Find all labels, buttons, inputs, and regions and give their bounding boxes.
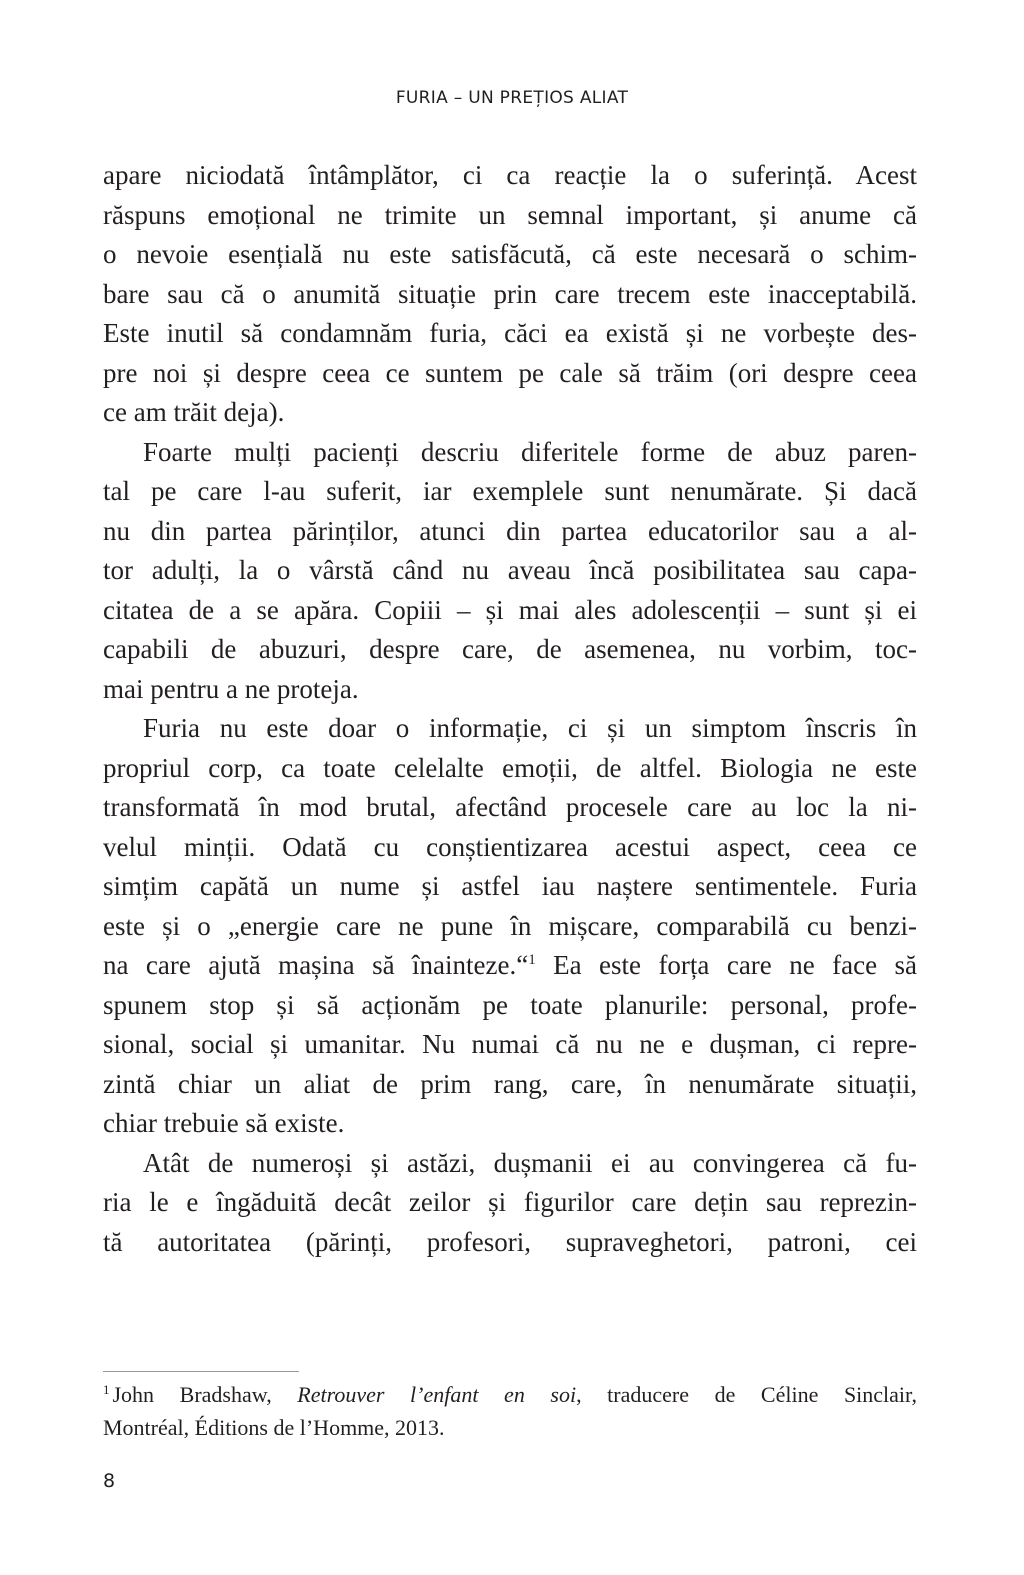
text-line: simțim capătă un nume și astfel iau naștere sentimentele. Furia — [103, 871, 917, 901]
text-line: pre noi și despre ceea ce suntem pe cale să trăim (ori despre ceea — [103, 357, 917, 388]
text-line: velul minții. Odată cu conștientizarea acestui aspect, ceea ce — [103, 831, 917, 862]
text-line: apare niciodată întâmplător, ci ca reacție la o suferință. Acest — [103, 160, 917, 190]
text-segment: Ea este forța care ne face să — [535, 950, 917, 980]
text-line: propriul corp, ca toate celelalte emoții, de altfel. Biologia ne este — [103, 752, 917, 783]
text-segment: na care ajută mașina să înainteze.“ — [103, 950, 529, 980]
paragraph — [103, 156, 917, 433]
footnote-mark: 1 — [103, 1382, 110, 1397]
text-line: este și o „energie care ne pune în mișcare, comparabilă cu benzi- — [103, 910, 917, 941]
text-line: ria le e îngăduită decât zeilor și figurilor care dețin sau reprezin- — [103, 1187, 917, 1217]
text-line: tal pe care l-au suferit, iar exemplele sunt nenumărate. Și dacă — [103, 476, 917, 506]
text-line: nu din partea părinților, atunci din partea educatorilor sau a al- — [103, 515, 917, 546]
footnote-line: Montréal, Éditions de l’Homme, 2013. — [103, 1415, 445, 1440]
text-line: tă autoritatea (părinți, profesori, supraveghetori, patroni, cei — [103, 1226, 917, 1257]
page-number: 8 — [103, 1470, 116, 1492]
text-line: transformată în mod brutal, afectând procesele care au loc la ni- — [103, 792, 917, 822]
text-line: Este inutil să condamnăm furia, căci ea există și ne vorbește des- — [103, 318, 917, 348]
body-text — [103, 156, 917, 1262]
footnote-text: , traducere de Céline Sinclair, — [576, 1382, 917, 1407]
text-line: capabili de abuzuri, despre care, de asemenea, nu vorbim, toc- — [103, 634, 917, 664]
text-line: o nevoie esențială nu este satisfăcută, că este necesară o schim- — [103, 239, 917, 269]
running-head: FURIA – UN PREȚIOS ALIAT — [395, 88, 629, 108]
text-line-with-footnote-ref — [103, 946, 917, 986]
footnote-divider — [103, 1371, 299, 1372]
footnote-reference[interactable]: 1 — [528, 952, 536, 968]
text-line: Foarte mulți pacienți descriu diferitele forme de abuz paren- — [143, 436, 917, 467]
text-line: citatea de a se apăra. Copiii – și mai ales adolescenții – sunt și ei — [103, 594, 917, 625]
paragraph — [103, 1144, 917, 1263]
text-line: zintă chiar un aliat de prim rang, care, în nenumărate situații, — [103, 1068, 917, 1099]
text-line: chiar trebuie să existe. — [103, 1108, 345, 1138]
paragraph — [103, 709, 917, 1144]
paragraph — [103, 433, 917, 710]
text-line: răspuns emoțional ne trimite un semnal important, și anume că — [103, 199, 917, 230]
footnote-line — [103, 1378, 917, 1411]
footnote-book-title: Retrouver l’enfant en soi — [297, 1382, 577, 1407]
text-line: mai pentru a ne proteja. — [103, 673, 359, 704]
text-line: tor adulți, la o vârstă când nu aveau încă posibilitatea sau capa- — [103, 555, 917, 585]
footnote-author: John Bradshaw, — [112, 1382, 298, 1407]
text-line: ce am trăit deja). — [103, 397, 285, 427]
text-line: bare sau că o anumită situație prin care trecem este inacceptabilă. — [103, 278, 917, 309]
text-line: Atât de numeroși și astăzi, dușmanii ei au convingerea că fu- — [143, 1147, 917, 1178]
footnote — [103, 1378, 917, 1444]
text-line: sional, social și umanitar. Nu numai că nu ne e dușman, ci repre- — [103, 1029, 917, 1059]
text-line: Furia nu este doar o informație, ci și un simptom înscris în — [143, 713, 917, 743]
text-line: spunem stop și să acționăm pe toate planurile: personal, profe- — [103, 989, 917, 1020]
